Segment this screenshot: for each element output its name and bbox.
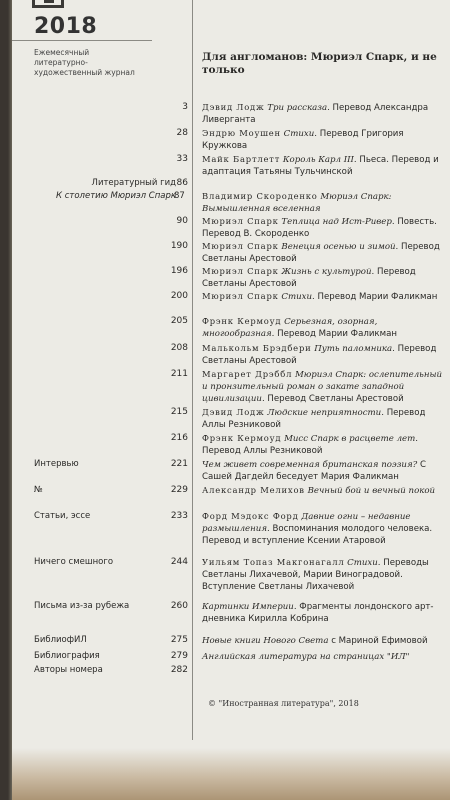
toc-section-label: Литературный гид xyxy=(91,178,176,188)
toc-details: Перевод Светланы Арестовой xyxy=(202,344,437,366)
toc-section-label: Статьи, эссе xyxy=(34,511,91,521)
toc-entry-text xyxy=(202,101,447,126)
toc-page-number: 260 xyxy=(170,601,188,611)
toc-details: Повесть. Перевод В. Скороденко xyxy=(202,217,437,239)
toc-details: Перевод Светланы Арестовой xyxy=(267,394,404,404)
toc-title: Чем живет современная британская поэзия? xyxy=(202,460,418,470)
toc-page-number: 244 xyxy=(170,557,188,567)
toc-section-label: Авторы номера xyxy=(34,665,103,675)
toc-author: Владимир Скороденко xyxy=(202,191,318,201)
toc-section-label: Письма из-за рубежа xyxy=(34,601,130,611)
toc-entry-text xyxy=(202,240,447,265)
toc-entry-text xyxy=(202,127,447,152)
toc-page-number: 208 xyxy=(170,343,188,353)
toc-author: Александр Мелихов xyxy=(202,485,305,495)
toc-author: Фрэнк Кермоуд xyxy=(202,433,282,443)
toc-entry-text xyxy=(202,634,447,647)
toc-entry-text xyxy=(202,368,447,405)
toc-entry-text xyxy=(202,215,447,240)
toc-details: Перевод Светланы Арестовой xyxy=(202,267,416,289)
toc-entry-text xyxy=(202,650,447,663)
toc-entry-text xyxy=(202,556,447,593)
toc-details: Перевод Аллы Резниковой xyxy=(202,446,323,456)
toc-page-number: 275 xyxy=(170,635,188,645)
magazine-page xyxy=(12,0,450,800)
toc-entry-text xyxy=(202,484,447,497)
toc-page-number: 86 xyxy=(176,178,188,188)
toc-author: Мюриэл Спарк xyxy=(202,216,279,226)
toc-title: Венеция осенью и зимой. xyxy=(281,242,399,252)
toc-title: Мюриэл Спарк: Вымышленная вселенная xyxy=(202,192,392,214)
toc-section-label: БиблиофИЛ xyxy=(34,635,87,645)
toc-details: Воспоминания молодого человека. Перевод и вступление Ксении Атаровой xyxy=(202,524,433,546)
toc-details: Переводы Светланы Лихачевой, Марии Виноградовой. Вступление Светланы Лихачевой xyxy=(202,558,429,592)
toc-details: Пьеса. Перевод и адаптация Татьяны Тульчинской xyxy=(202,155,439,177)
toc-section-label: № xyxy=(34,485,43,495)
toc-entry-text xyxy=(202,190,447,215)
toc-entry-text xyxy=(202,315,447,340)
toc-section-label: К столетию Мюриэл Спарк xyxy=(56,191,176,201)
header-rule xyxy=(12,40,152,41)
toc-author: Мюриэл Спарк xyxy=(202,291,279,301)
copyright-notice: © "Иностранная литература", 2018 xyxy=(208,699,359,708)
toc-entry-text xyxy=(202,432,447,457)
toc-title: Мисс Спарк в расцвете лет. xyxy=(284,434,419,444)
special-section-title: Для англоманов: Мюриэл Спарк, и не только xyxy=(202,51,437,76)
toc-details: Перевод Марии Фаликман xyxy=(277,329,397,339)
toc-title: Вечный бой и вечный покой xyxy=(307,486,436,496)
journal-year: 2018 xyxy=(34,14,98,39)
toc-author: Дэвид Лодж xyxy=(202,407,265,417)
toc-author: Фрэнк Кермоуд xyxy=(202,316,282,326)
toc-author: Дэвид Лодж xyxy=(202,102,265,112)
toc-page-number: 282 xyxy=(170,665,188,675)
toc-title: Английская литература на страницах "ИЛ" xyxy=(202,652,410,662)
toc-author: Малькольм Брэдбери xyxy=(202,343,312,353)
toc-page-number: 233 xyxy=(170,511,188,521)
toc-page-number: 3 xyxy=(182,102,188,112)
toc-title: Стихи. xyxy=(281,292,315,302)
toc-section-label: Библиография xyxy=(34,651,100,661)
page-shadow xyxy=(12,748,450,800)
toc-entry-text xyxy=(202,342,447,367)
toc-title: Людские неприятности. xyxy=(267,408,384,418)
toc-page-number: 196 xyxy=(170,266,188,276)
toc-author: Эндрю Моушен xyxy=(202,128,281,138)
toc-title: Мюриэл Спарк: ослепительный и пронзительный роман о закате западной цивилизации. xyxy=(202,370,443,404)
toc-title: Стихи. xyxy=(347,558,381,568)
toc-author: Мюриэл Спарк xyxy=(202,266,279,276)
toc-title: Путь паломника. xyxy=(314,344,395,354)
toc-page-number: 229 xyxy=(170,485,188,495)
journal-logo xyxy=(32,0,64,8)
toc-entry-text xyxy=(202,153,447,178)
toc-title: Стихи. xyxy=(283,129,318,139)
toc-title: Три рассказа. xyxy=(267,103,330,113)
toc-details: Перевод Григория Кружкова xyxy=(202,129,404,151)
toc-title: Теплица над Ист-Ривер. xyxy=(281,217,395,227)
toc-entry-text xyxy=(202,600,447,625)
toc-title: Картинки Империи. xyxy=(202,602,297,612)
toc-author: Майк Бартлетт xyxy=(202,154,281,164)
toc-page-number: 221 xyxy=(170,459,188,469)
toc-page-number: 205 xyxy=(170,316,188,326)
toc-page-number: 216 xyxy=(170,433,188,443)
toc-title: Серьезная, озорная, многообразная. xyxy=(202,317,378,339)
toc-details: Фрагменты лондонского арт-дневника Кирилла Кобрина xyxy=(202,602,434,624)
toc-author: Уильям Топаз Макгонагалл xyxy=(202,557,345,567)
toc-page-number: 28 xyxy=(176,128,188,138)
toc-author: Мюриэл Спарк xyxy=(202,241,279,251)
toc-details: Перевод Александра Ливерганта xyxy=(202,103,429,125)
toc-title: Давние огни – недавние размышления. xyxy=(202,512,411,534)
toc-details: Перевод Марии Фаликман xyxy=(317,292,438,302)
toc-entry-text xyxy=(202,510,447,547)
toc-page-number: 33 xyxy=(176,154,188,164)
toc-title: Новые книги Нового Света xyxy=(202,636,329,646)
toc-title: Жизнь с культурой. xyxy=(281,267,375,277)
toc-entry-text xyxy=(202,458,447,483)
toc-title: Король Карл III. xyxy=(282,155,357,165)
toc-page-number: 200 xyxy=(170,291,188,301)
journal-description: Ежемесячный литературно-художественный журнал xyxy=(34,48,135,77)
toc-details: С Сашей Дагдейл беседует Мария Фаликман xyxy=(202,460,427,482)
toc-section-label: Ничего смешного xyxy=(34,557,114,567)
toc-page-number: 90 xyxy=(176,216,188,226)
toc-entry-text xyxy=(202,265,447,290)
toc-page-number: 279 xyxy=(170,651,188,661)
toc-section-label: Интервью xyxy=(34,459,79,469)
column-divider xyxy=(192,0,193,740)
toc-details: с Мариной Ефимовой xyxy=(331,636,428,646)
toc-page-number: 87 xyxy=(174,191,185,201)
toc-author: Маргарет Дрэббл xyxy=(202,369,293,379)
toc-author: Форд Мэдокс Форд xyxy=(202,511,299,521)
toc-entry-text xyxy=(202,290,447,303)
toc-page-number: 215 xyxy=(170,407,188,417)
toc-entry-text xyxy=(202,406,447,431)
toc-page-number: 211 xyxy=(170,369,188,379)
toc-details: Перевод Аллы Резниковой xyxy=(202,408,426,430)
toc-page-number: 190 xyxy=(170,241,188,251)
toc-details: Перевод Светланы Арестовой xyxy=(202,242,440,264)
